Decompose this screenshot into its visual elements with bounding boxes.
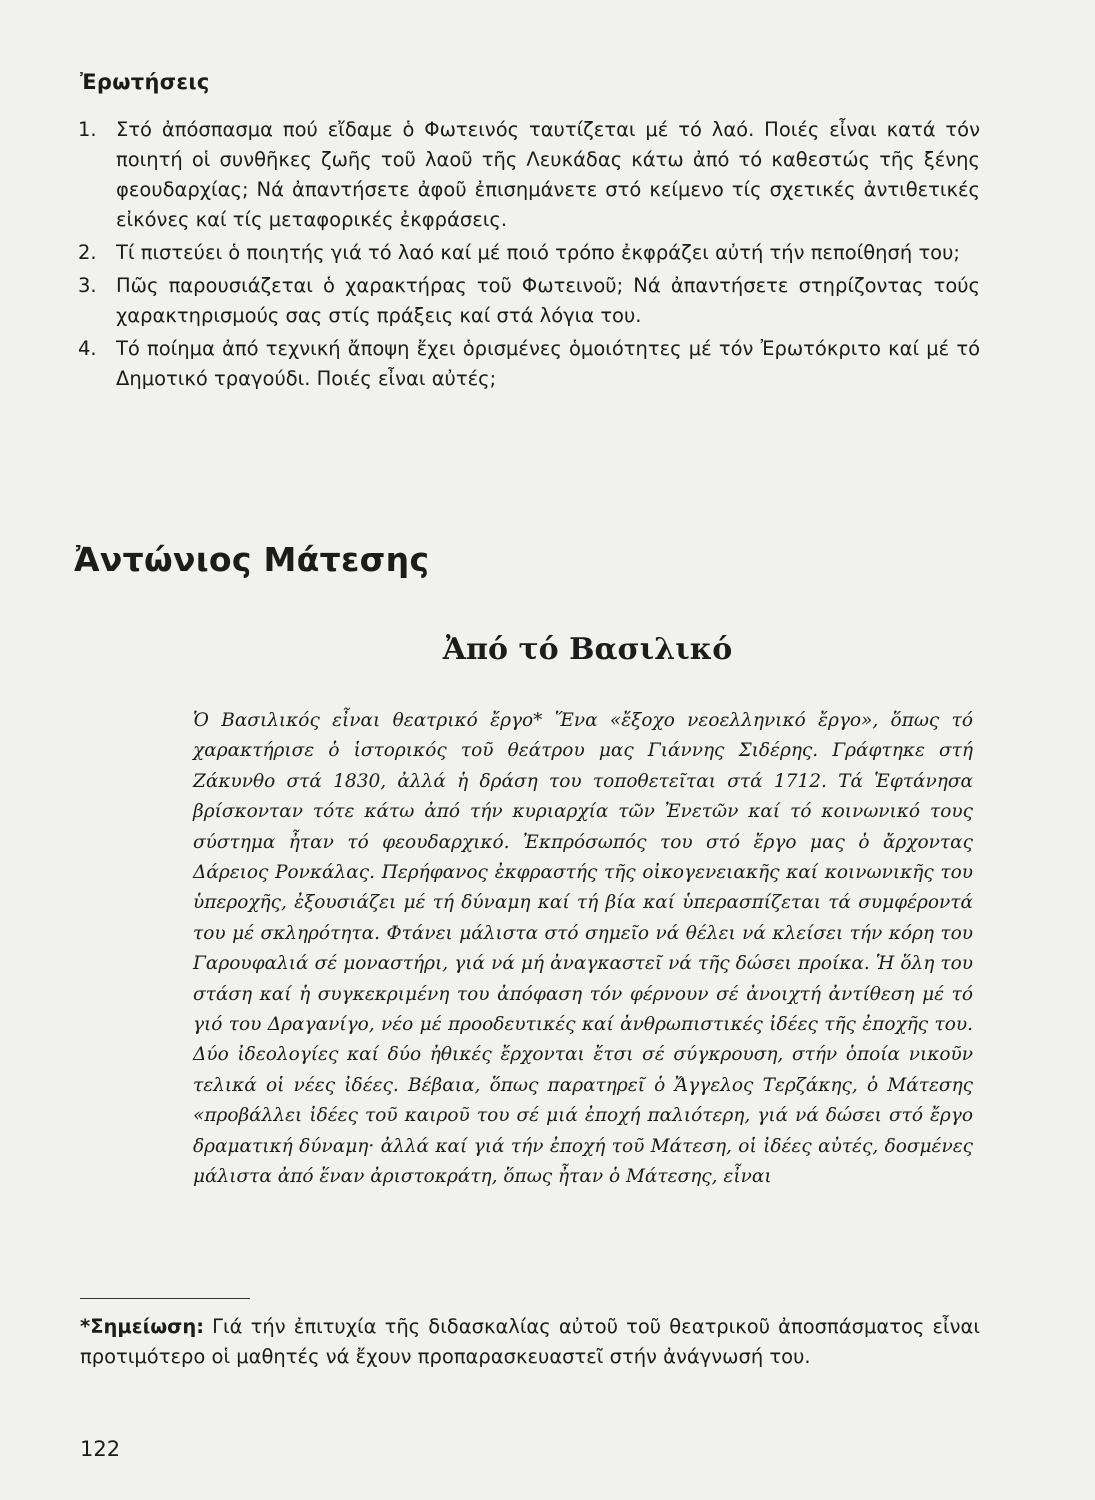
footnote: [80, 1312, 980, 1372]
question-number: 2.: [78, 241, 97, 264]
question-number: 4.: [78, 337, 97, 360]
questions-list: [70, 115, 980, 397]
question-item: [70, 238, 980, 268]
author-heading: Ἀντώνιος Μάτεσης: [74, 540, 430, 579]
footnote-label: *Σημείωση:: [80, 1315, 205, 1338]
question-item: [70, 115, 980, 235]
question-number: 1.: [78, 118, 97, 141]
questions-heading: Ἐρωτήσεις: [80, 70, 210, 94]
intro-paragraph: Ὁ Βασιλικός εἶναι θεατρικό ἔργο* Ἕνα «ἔξοχο νεοελληνικό ἔργο», ὅπως τό χαρακτήρισε ὁ ἱστορικός τοῦ θεάτρου μας Γιάννης Σιδέρης. Γράφτηκε στή Ζάκυνθο στά 1830, ἀλλά ἡ δράση του τοποθετεῖται στά 1712. Τά Ἑφτάνησα βρίσκονταν τότε κάτω ἀπό τήν κυριαρχία τῶν Ἐνετῶν καί τό κοινωνικό τους σύστημα ἦταν τό φεουδαρχικό. Ἐκπρόσωπός του στό ἔργο μας ὁ ἄρχοντας Δάρειος Ρονκάλας. Περήφανος ἐκφραστής τῆς οἰκογενειακῆς καί κοινωνικῆς του ὑπεροχῆς, ἐξουσιάζει μέ τή δύναμη καί τή βία καί ὑπερασπίζεται τά συμφέροντά του μέ σκληρότητα. Φτάνει μάλιστα στό σημεῖο νά θέλει νά κλείσει τήν κόρη του Γαρουφαλιά σέ μοναστήρι, γιά νά μή ἀναγκαστεῖ νά τῆς δώσει προίκα. Ἡ ὅλη του στάση καί ἡ συγκεκριμένη του ἀπόφαση τόν φέρνουν σέ ἀνοιχτή ἀντίθεση μέ τό γιό του Δραγανίγο, νέο μέ προοδευτικές καί ἀνθρωπιστικές ἰδέες τῆς ἐποχῆς του. Δύο ἰδεολογίες καί δύο ἠθικές ἔρχονται ἔτσι σέ σύγκρουση, στήν ὁποία νικοῦν τελικά οἱ νέες ἰδέες. Βέβαια, ὅπως παρατηρεῖ ὁ Ἄγγελος Τερζάκης, ὁ Μάτεσης «προβάλλει ἰδέες τοῦ καιροῦ του σέ μιά ἐποχή παλιότερη, γιά νά δώσει στό ἔργο δραματική δύναμη· ἀλλά καί γιά τήν ἐποχή τοῦ Μάτεση, οἱ ἰδέες αὐτές, δοσμένες μάλιστα ἀπό ἕναν ἀριστοκράτη, ὅπως ἦταν ὁ Μάτεσης, εἶναι: [193, 710, 973, 1188]
work-title: Ἀπό τό Βασιλικό: [442, 632, 733, 667]
question-text: Στό ἀπόσπασμα πού εἴδαμε ὁ Φωτεινός ταυτίζεται μέ τό λαό. Ποιές εἶναι κατά τόν ποιητή οἱ συνθῆκες ζωῆς τοῦ λαοῦ τῆς Λευκάδας κάτω ἀπό τό καθεστώς τῆς ξένης φεουδαρχίας; Νά ἀπαντήσετε ἀφοῦ ἐπισημάνετε στό κείμενο τίς σχετικές ἀντιθετικές εἰκόνες καί τίς μεταφορικές ἐκφράσεις.: [116, 118, 980, 231]
question-text: Τί πιστεύει ὁ ποιητής γιά τό λαό καί μέ ποιό τρόπο ἐκφράζει αὐτή τήν πεποίθησή του;: [116, 241, 960, 264]
question-item: [70, 334, 980, 394]
question-text: Πῶς παρουσιάζεται ὁ χαρακτήρας τοῦ Φωτεινοῦ; Νά ἀπαντήσετε στηρίζοντας τούς χαρακτηρισμούς σας στίς πράξεις καί στά λόγια του.: [116, 274, 980, 327]
question-number: 3.: [78, 274, 97, 297]
footnote-divider: [80, 1298, 250, 1299]
question-text: Τό ποίημα ἀπό τεχνική ἄποψη ἔχει ὁρισμένες ὁμοιότητες μέ τόν Ἐρωτόκριτο καί μέ τό Δημοτικό τραγούδι. Ποιές εἶναι αὐτές;: [116, 337, 980, 390]
page-number: 122: [80, 1437, 121, 1461]
question-item: [70, 271, 980, 331]
footnote-text: Γιά τήν ἐπιτυχία τῆς διδασκαλίας αὐτοῦ τοῦ θεατρικοῦ ἀποσπάσματος εἶναι προτιμότερο οἱ μαθητές νά ἔχουν προπαρασκευαστεῖ στήν ἀνάγνωσή του.: [80, 1315, 980, 1368]
